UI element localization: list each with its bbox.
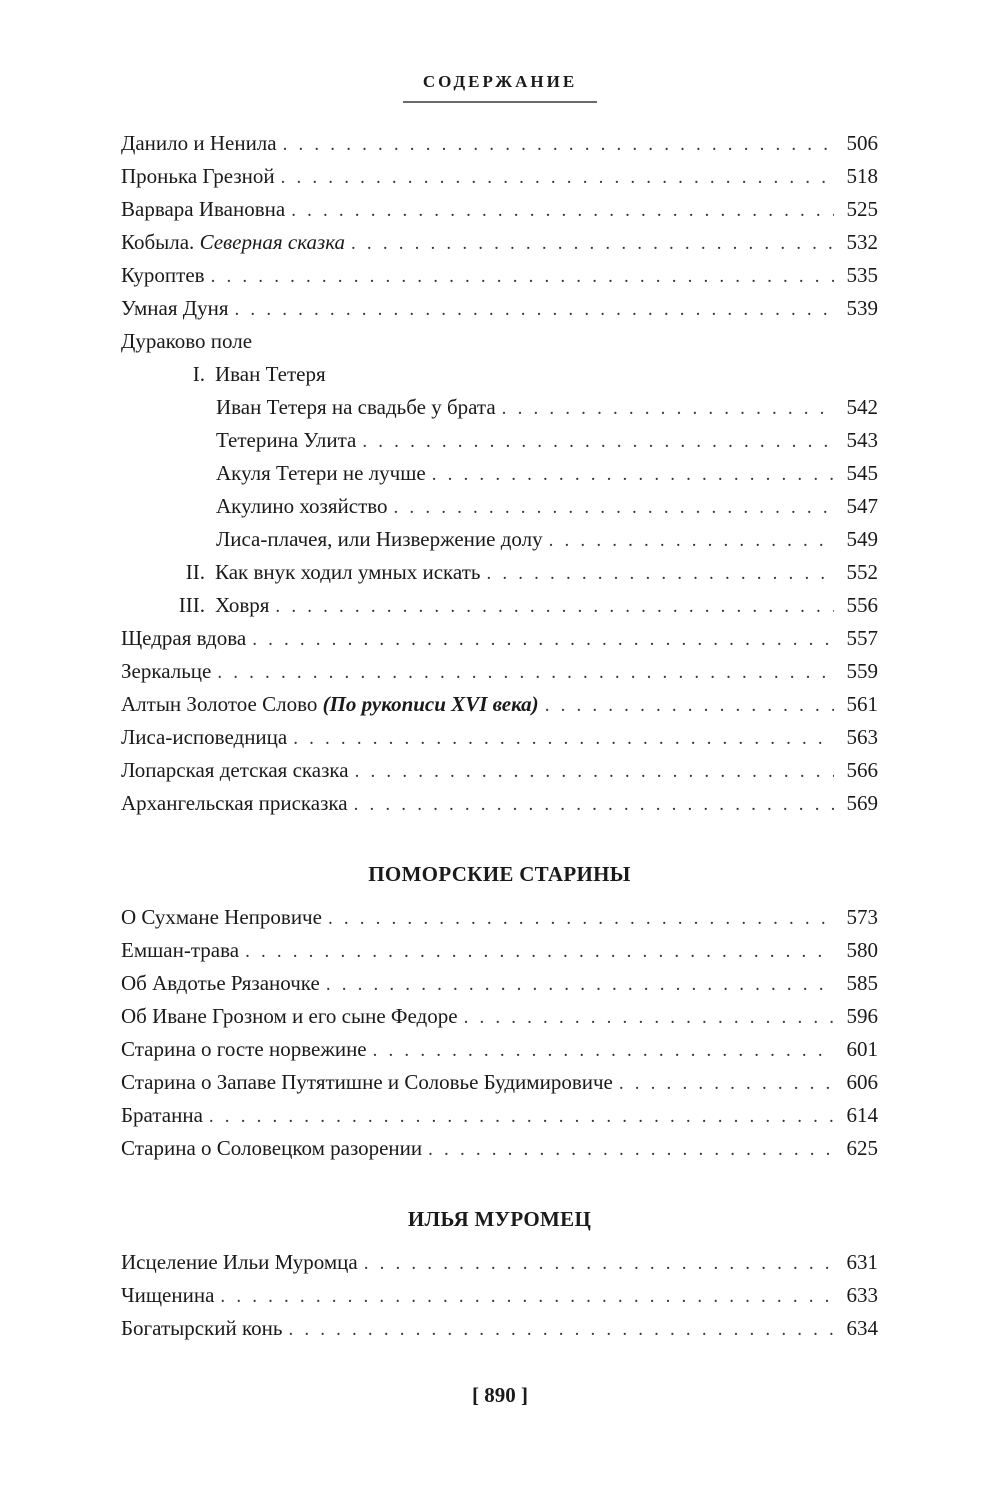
- toc-entry-label: Как внук ходил умных искать: [215, 560, 481, 584]
- toc-entry[interactable]: [121, 754, 878, 787]
- dot-leader: [281, 161, 834, 194]
- toc-entry-main-title: Кобыла.: [121, 230, 195, 254]
- toc-entry-page: 556: [846, 593, 878, 617]
- dot-leader: [545, 689, 834, 722]
- toc-entry-page: 573: [846, 905, 878, 929]
- toc-entry-title: Лиса-исповедница: [121, 725, 288, 749]
- toc-entry-page: 634: [846, 1316, 878, 1340]
- dot-leader: [211, 260, 834, 293]
- toc-entry-title: Варвара Ивановна: [121, 197, 286, 221]
- section-spacer: [121, 1165, 878, 1203]
- toc-entry-title: Богатырский конь: [121, 1316, 283, 1340]
- dot-leader: [432, 458, 834, 491]
- toc-entry[interactable]: [121, 556, 878, 589]
- toc-entry-subtitle: (По рукописи XVI века): [322, 692, 539, 716]
- toc-group-title: Дураково поле: [121, 329, 253, 353]
- toc-entry-page: 596: [846, 1004, 878, 1028]
- dot-leader: [428, 1133, 834, 1166]
- dot-leader: [220, 1280, 834, 1313]
- toc-entry-page: 557: [846, 626, 878, 650]
- section-spacer: [121, 820, 878, 858]
- toc-entry-title: Тетерина Улита: [216, 428, 357, 452]
- toc-entry-page: 633: [846, 1283, 878, 1307]
- toc-entry-subtitle: Северная сказка: [199, 230, 346, 254]
- section-heading: ПОМОРСКИЕ СТАРИНЫ: [368, 862, 631, 886]
- toc-entry[interactable]: [121, 1132, 878, 1165]
- roman-numeral: II.: [185, 560, 205, 584]
- toc-entry-title: Исцеление Ильи Муромца: [121, 1250, 358, 1274]
- dot-leader: [326, 968, 834, 1001]
- toc-entry-title: О Сухмане Непровиче: [121, 905, 322, 929]
- toc-entry-title: Чищенина: [121, 1283, 215, 1307]
- toc-entry[interactable]: [121, 787, 878, 820]
- toc-entry-title: Архангельская присказка: [121, 791, 348, 815]
- toc-entry[interactable]: [121, 589, 878, 622]
- page-number: [ 890 ]: [472, 1383, 528, 1407]
- dot-leader: [464, 1001, 834, 1034]
- dot-leader: [549, 524, 834, 557]
- toc-entry-title: Братанна: [121, 1103, 203, 1127]
- toc-entry[interactable]: [121, 1000, 878, 1033]
- toc-entry[interactable]: [121, 1066, 878, 1099]
- dot-leader: [283, 128, 834, 161]
- toc-entry-page: 545: [846, 461, 878, 485]
- toc-entry-title: Об Иване Грозном и его сыне Федоре: [121, 1004, 458, 1028]
- toc-entry-title: [169, 589, 275, 622]
- dot-leader: [291, 194, 834, 227]
- toc-entry[interactable]: [121, 292, 878, 325]
- toc-entry-title: Старина о госте норвежине: [121, 1037, 367, 1061]
- header-rule: [403, 101, 597, 103]
- dot-leader: [362, 425, 834, 458]
- toc-entry-page: 549: [846, 527, 878, 551]
- toc-entry-title: Лопарская детская сказка: [121, 758, 349, 782]
- toc-entry-page: 631: [846, 1250, 878, 1274]
- toc-entry[interactable]: [121, 934, 878, 967]
- toc-entry-page: 532: [846, 230, 878, 254]
- toc-entry-page: 542: [846, 395, 878, 419]
- toc-entry[interactable]: [121, 424, 878, 457]
- dot-leader: [252, 623, 834, 656]
- dot-leader: [245, 935, 834, 968]
- toc-entry-page: 625: [846, 1136, 878, 1160]
- toc-entry-page: 525: [846, 197, 878, 221]
- toc-entry[interactable]: [121, 1099, 878, 1132]
- dot-leader: [288, 1313, 834, 1346]
- toc-entry[interactable]: [121, 490, 878, 523]
- toc-entry[interactable]: [121, 127, 878, 160]
- toc-entry[interactable]: [121, 1033, 878, 1066]
- dot-leader: [275, 590, 834, 623]
- toc-entry-page: 559: [846, 659, 878, 683]
- section-heading: ИЛЬЯ МУРОМЕЦ: [407, 1207, 592, 1231]
- toc-entry[interactable]: [121, 1279, 878, 1312]
- toc-entry[interactable]: [121, 259, 878, 292]
- toc-entry-label: Ховря: [215, 593, 270, 617]
- toc-entry[interactable]: [121, 391, 878, 424]
- dot-leader: [364, 1247, 834, 1280]
- dot-leader: [394, 491, 834, 524]
- dot-leader: [328, 902, 834, 935]
- toc-entry-page: 539: [846, 296, 878, 320]
- toc-subgroup-label: Иван Тетеря: [215, 362, 326, 386]
- toc-entry[interactable]: [121, 622, 878, 655]
- dot-leader: [502, 392, 834, 425]
- toc-entry-title: Пронька Грезной: [121, 164, 275, 188]
- toc-entry-title: Иван Тетеря на свадьбе у брата: [216, 395, 496, 419]
- toc-entry[interactable]: [121, 721, 878, 754]
- table-of-contents: [121, 127, 878, 1345]
- toc-entry-title: Щедрая вдова: [121, 626, 247, 650]
- toc-entry-title: [169, 556, 486, 589]
- toc-group-heading[interactable]: [121, 325, 878, 358]
- toc-subgroup-title: [169, 358, 332, 391]
- toc-entry-page: 585: [846, 971, 878, 995]
- toc-entry-page: 580: [846, 938, 878, 962]
- dot-leader: [293, 722, 834, 755]
- toc-entry-page: 563: [846, 725, 878, 749]
- toc-entry[interactable]: [121, 457, 878, 490]
- toc-entry[interactable]: [121, 226, 878, 259]
- toc-entry-page: 561: [846, 692, 878, 716]
- toc-entry-title: [121, 688, 545, 721]
- running-title: СОДЕРЖАНИЕ: [422, 72, 578, 91]
- dot-leader: [373, 1034, 834, 1067]
- toc-entry-page: 547: [846, 494, 878, 518]
- dot-leader: [351, 227, 834, 260]
- toc-entry-page: 552: [846, 560, 878, 584]
- toc-entry-page: 569: [846, 791, 878, 815]
- toc-entry[interactable]: [121, 193, 878, 226]
- toc-entry[interactable]: [121, 1246, 878, 1279]
- toc-entry-page: 601: [846, 1037, 878, 1061]
- dot-leader: [354, 788, 834, 821]
- section-spacer: [121, 891, 878, 901]
- toc-entry-page: 614: [846, 1103, 878, 1127]
- dot-leader: [235, 293, 834, 326]
- roman-numeral: III.: [178, 593, 205, 617]
- toc-entry-title: Об Авдотье Рязаночке: [121, 971, 320, 995]
- toc-entry[interactable]: [121, 523, 878, 556]
- toc-entry-main-title: Алтын Золотое Слово: [121, 692, 318, 716]
- toc-entry-title: Умная Дуня: [121, 296, 229, 320]
- toc-entry-title: [121, 226, 351, 259]
- toc-entry-title: Данило и Ненила: [121, 131, 277, 155]
- dot-leader: [209, 1100, 834, 1133]
- toc-entry-page: 506: [846, 131, 878, 155]
- toc-entry-page: 518: [846, 164, 878, 188]
- toc-entry-title: Старина о Соловецком разорении: [121, 1136, 423, 1160]
- toc-entry[interactable]: [121, 655, 878, 688]
- toc-subgroup-heading[interactable]: [121, 358, 878, 391]
- toc-entry-title: Куроптев: [121, 263, 205, 287]
- toc-entry-title: Зеркальце: [121, 659, 212, 683]
- toc-entry-page: 543: [846, 428, 878, 452]
- toc-entry-page: 606: [846, 1070, 878, 1094]
- dot-leader: [619, 1067, 834, 1100]
- section-spacer: [121, 1236, 878, 1246]
- toc-entry-title: Лиса-плачея, или Низвержение долу: [216, 527, 543, 551]
- toc-entry-title: Емшан-трава: [121, 938, 240, 962]
- toc-entry-page: 535: [846, 263, 878, 287]
- toc-entry-title: Старина о Запаве Путятишне и Соловье Будимировиче: [121, 1070, 613, 1094]
- toc-entry[interactable]: [121, 160, 878, 193]
- toc-entry-title: Акулино хозяйство: [216, 494, 388, 518]
- toc-entry[interactable]: [121, 688, 878, 721]
- roman-numeral: I.: [192, 362, 205, 386]
- toc-entry[interactable]: [121, 1312, 878, 1345]
- dot-leader: [486, 557, 834, 590]
- toc-entry-title: Акуля Тетери не лучше: [216, 461, 426, 485]
- toc-entry[interactable]: [121, 901, 878, 934]
- toc-entry[interactable]: [121, 967, 878, 1000]
- toc-entry-page: 566: [846, 758, 878, 782]
- dot-leader: [217, 656, 834, 689]
- dot-leader: [355, 755, 834, 788]
